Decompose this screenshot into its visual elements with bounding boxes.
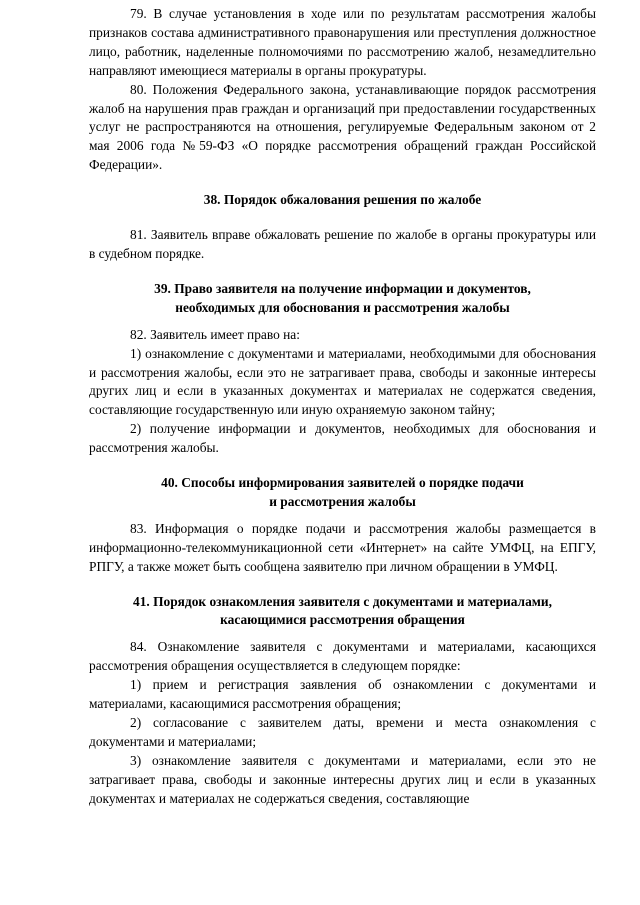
section-heading-38-text: 38. Порядок обжалования решения по жалобе (203, 192, 482, 208)
section-heading-41-line2: касающимися рассмотрения обращения (220, 612, 465, 628)
paragraph-84-item-2: 2) согласование с заявителем даты, времени и места ознакомления с документами и материалами; (89, 715, 596, 749)
paragraph-82-item-2: 2) получение информации и документов, необходимых для обоснования и рассмотрения жалобы. (89, 421, 596, 456)
section-heading-40-line2: и рассмотрения жалобы (269, 493, 416, 509)
section-heading-38 (89, 191, 596, 210)
paragraph-79: 79. В случае установления в ходе или по результатам рассмотрения жалобы признаков состава административного правонарушения или преступления должностное лицо, работник, наделенные полномочиями по рассмотрению жалоб, незамедлительно направляют имеющиеся материалы в органы прокуратуры. (89, 6, 596, 78)
paragraph-81: 81. Заявитель вправе обжаловать решение по жалобе в органы прокуратуры или в судебном порядке. (89, 227, 596, 261)
section-heading-39-line1: 39. Право заявителя на получение информации и документов, (154, 280, 531, 296)
section-heading-41 (89, 593, 596, 631)
paragraph-82-item-1: 1) ознакомление с документами и материалами, необходимыми для обоснования и рассмотрения жалобы, если это не затрагивает права, свободы и законные интересы других лиц и если в указанных документах и материалах не содержатся сведения, составляющие государственную или иную охраняемую законом тайну; (89, 345, 596, 418)
paragraph-80: 80. Положения Федерального закона, устанавливающие порядок рассмотрения жалоб на нарушения прав граждан и организаций при предоставлении государственных услуг не распространяются на отношения, регулируемые Федеральным законом от 2 мая 2006 года №59-ФЗ «О порядке рассмотрения обращений граждан Российской Федерации». (89, 81, 596, 173)
section-heading-40-line1: 40. Способы информирования заявителей о порядке подачи (161, 475, 524, 491)
paragraph-84-item-3: 3) ознакомление заявителя с документами и материалами, если это не затрагивает права, свободы и законные интересны других лиц и если в указанных документах и материалах не содержаться сведения, составляющие (89, 752, 596, 806)
paragraph-84-item-1: 1) прием и регистрация заявления об ознакомлении с документами и материалами, касающимися рассмотрения обращения; (89, 677, 596, 712)
paragraph-83: 83. Информация о порядке подачи и рассмотрения жалобы размещается в информационно-телекоммуникационной сети «Интернет» на сайте УМФЦ, на ЕПГУ, РПГУ, а также может быть сообщена заявителю при личном обращении в УМФЦ. (89, 520, 596, 574)
section-heading-39-line2: необходимых для обоснования и рассмотрения жалобы (175, 299, 510, 315)
section-heading-39 (89, 280, 596, 318)
document-body (89, 0, 596, 809)
section-heading-41-line1: 41. Порядок ознакомления заявителя с документами и материалами, (133, 593, 552, 609)
paragraph-82: 82. Заявитель имеет право на: (130, 326, 300, 342)
section-heading-40 (89, 474, 596, 512)
paragraph-84: 84. Ознакомление заявителя с документами и материалами, касающихся рассмотрения обращения осуществляется в следующем порядке: (89, 639, 596, 674)
